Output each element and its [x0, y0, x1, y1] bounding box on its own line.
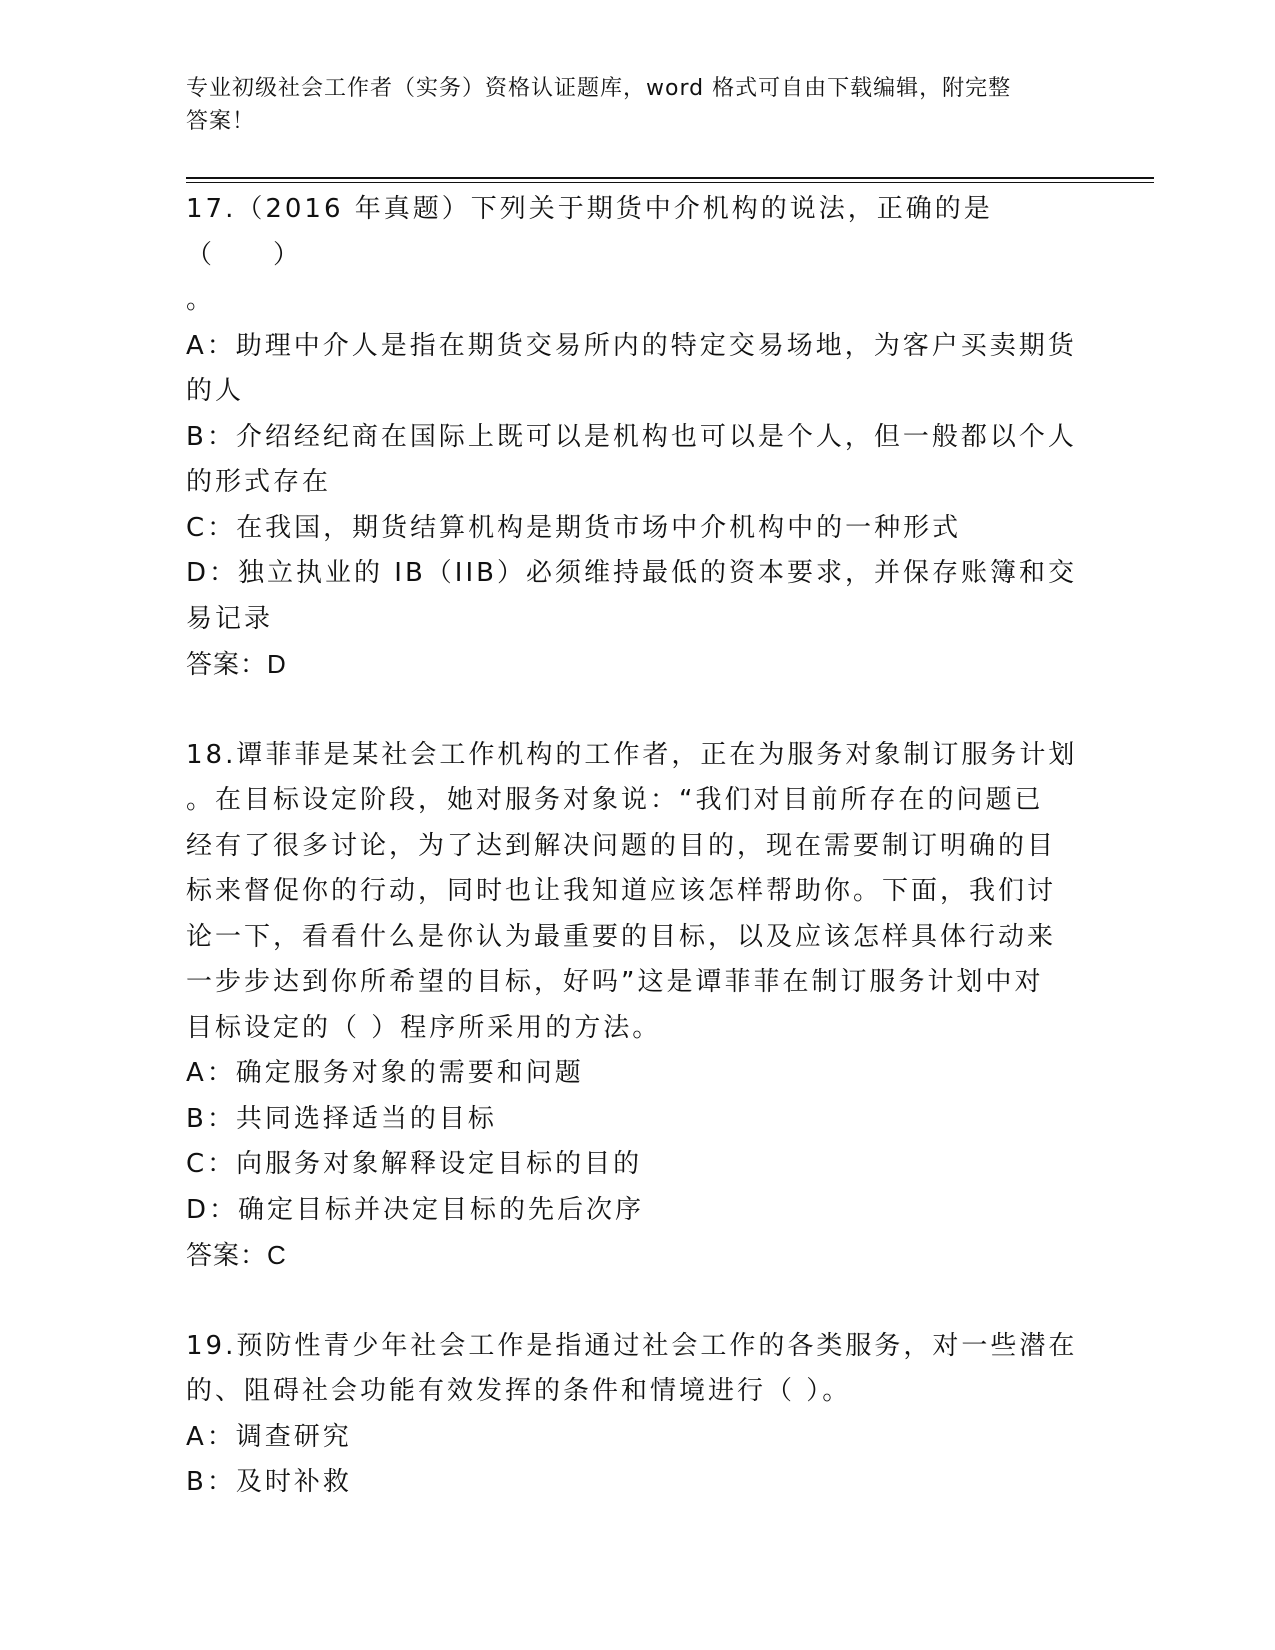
stem-line: 目标设定的（ ）程序所采用的方法。: [186, 1012, 662, 1043]
stem-line: 经有了很多讨论，为了达到解决问题的目的，现在需要制订明确的目: [186, 830, 1057, 861]
option-d: [186, 551, 1086, 642]
stem-line: 一步步达到你所希望的目标，好吗”这是谭菲菲在制订服务计划中对: [186, 967, 1044, 997]
question-stem: [186, 187, 1086, 324]
header-line-1: 专业初级社会工作者（实务）资格认证题库，word 格式可自由下载编辑，附完整: [186, 76, 1012, 101]
option-line: B：及时补救: [186, 1467, 352, 1497]
option-line: 易记录: [186, 603, 274, 634]
stem-line: 17.（2016 年真题）下列关于期货中介机构的说法，正确的是（ ）: [186, 194, 993, 270]
question-stem: [186, 1324, 1086, 1415]
option-c: [186, 506, 1086, 552]
option-b: [186, 415, 1086, 506]
question-17: [186, 187, 1086, 688]
option-b: [186, 1097, 1086, 1143]
stem-line: 19.预防性青少年社会工作是指通过社会工作的各类服务，对一些潜在: [186, 1330, 1078, 1361]
option-line: 的人: [186, 376, 245, 406]
stem-line: 标来督促你的行动，同时也让我知道应该怎样帮助你。下面，我们讨: [186, 876, 1057, 906]
stem-line: 18.谭菲菲是某社会工作机构的工作者，正在为服务对象制订服务计划: [186, 739, 1078, 770]
option-line: D：确定目标并决定目标的先后次序: [186, 1194, 645, 1225]
question-list: [186, 187, 1086, 1506]
option-line: A：调查研究: [186, 1421, 352, 1452]
stem-line: 。: [186, 285, 216, 315]
option-d: [186, 1188, 1086, 1234]
header-divider-thick: [186, 177, 1154, 179]
option-a: [186, 324, 1086, 415]
question-spacer: [186, 1279, 1086, 1324]
option-line: 的形式存在: [186, 467, 332, 497]
option-c: [186, 1142, 1086, 1188]
option-line: B：介绍经纪商在国际上既可以是机构也可以是个人，但一般都以个人: [186, 421, 1077, 452]
option-line: C：在我国，期货结算机构是期货市场中介机构中的一种形式: [186, 512, 962, 543]
header-line-2: 答案！: [186, 109, 256, 134]
stem-line: 论一下，看看什么是你认为最重要的目标，以及应该怎样具体行动来: [186, 921, 1057, 952]
question-18: [186, 733, 1086, 1279]
stem-line: 的、阻碍社会功能有效发挥的条件和情境进行（ ）。: [186, 1376, 852, 1406]
option-line: B：共同选择适当的目标: [186, 1103, 497, 1134]
option-b: [186, 1460, 1086, 1506]
option-line: A：确定服务对象的需要和问题: [186, 1058, 584, 1088]
option-line: A：助理中介人是指在期货交易所内的特定交易场地，为客户买卖期货: [186, 330, 1077, 361]
option-a: [186, 1415, 1086, 1461]
option-line: D：独立执业的 IB（IIB）必须维持最低的资本要求，并保存账簿和交: [186, 558, 1077, 588]
option-a: [186, 1051, 1086, 1097]
question-stem: [186, 733, 1086, 1052]
answer-line: 答案：D: [186, 649, 287, 679]
header-divider-thin: [186, 182, 1154, 183]
question-19: [186, 1324, 1086, 1506]
option-line: C：向服务对象解释设定目标的目的: [186, 1149, 643, 1179]
answer-line: 答案：C: [186, 1240, 287, 1270]
question-spacer: [186, 688, 1086, 733]
stem-line: 。在目标设定阶段，她对服务对象说：“我们对目前所存在的问题已: [186, 785, 1044, 815]
document-header: [186, 72, 1066, 138]
